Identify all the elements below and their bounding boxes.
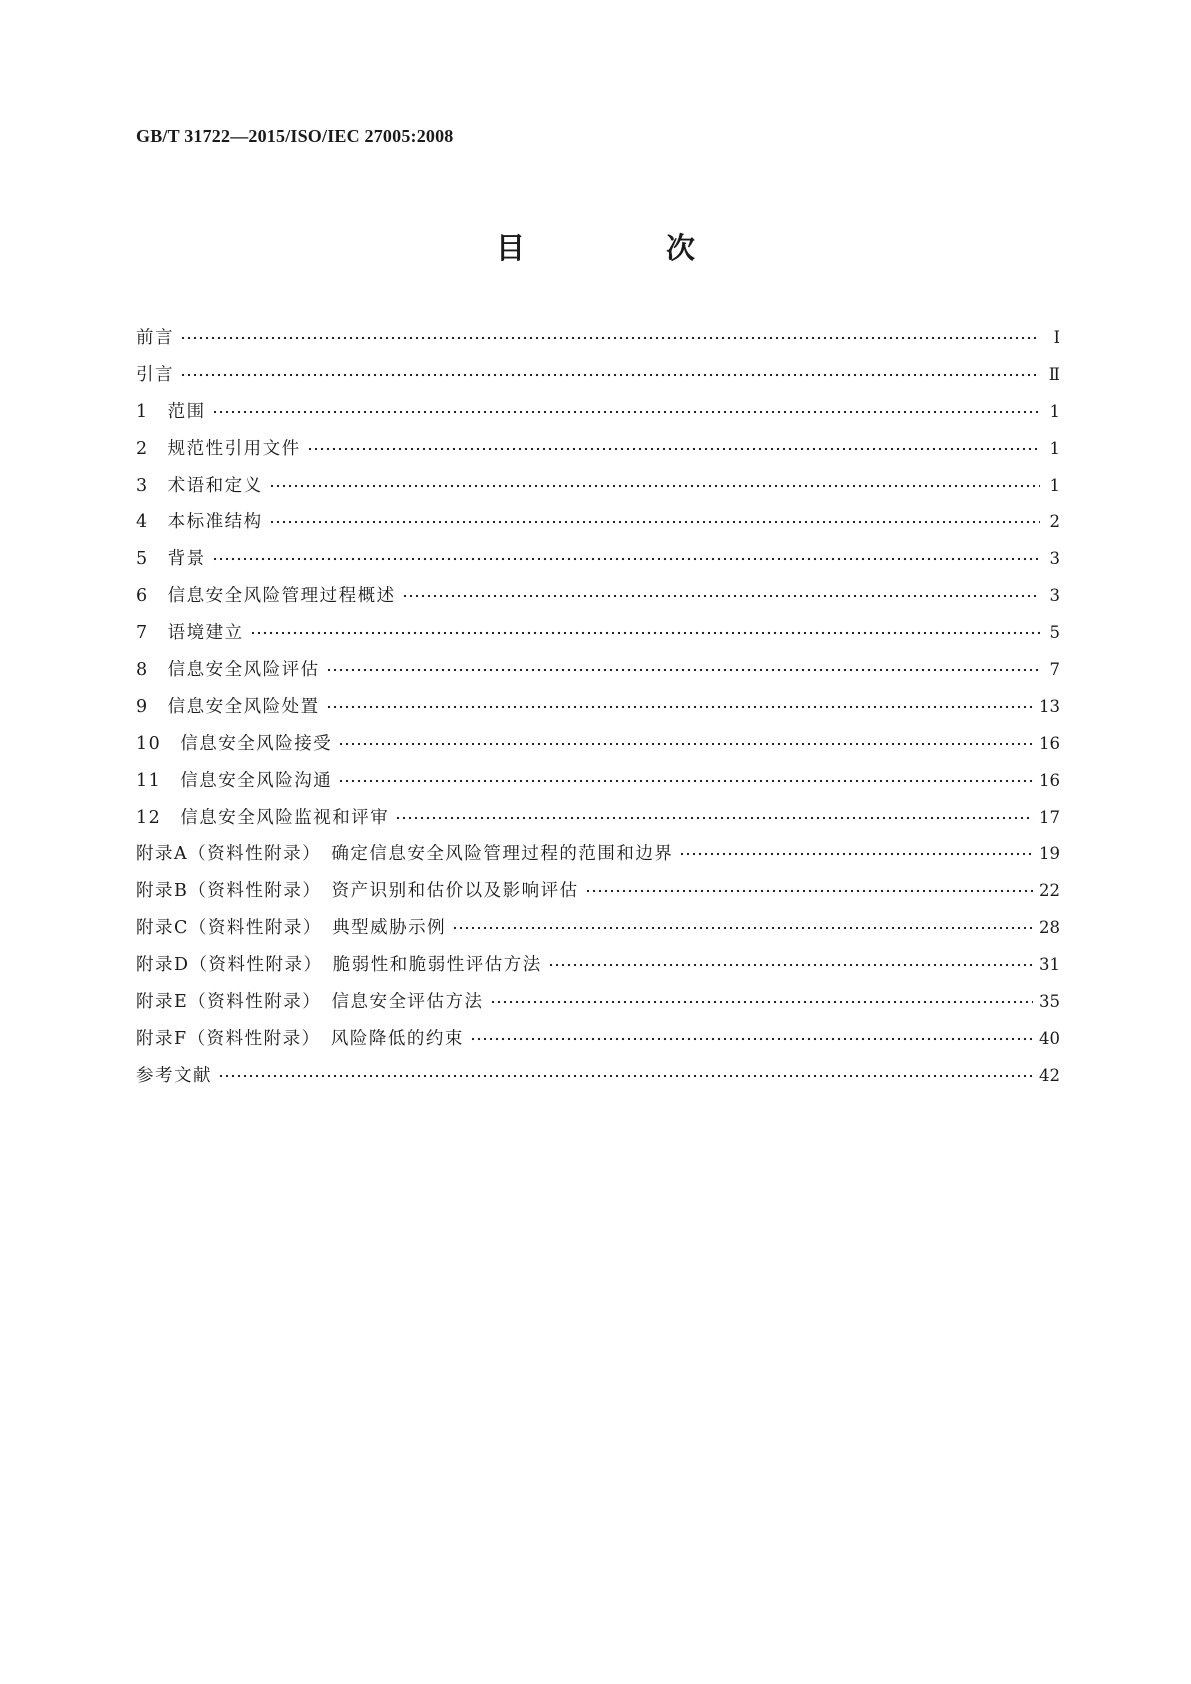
toc-entry-introduction[interactable] (136, 363, 1060, 400)
toc-entry-page: 7 (1049, 660, 1060, 680)
toc-entry-6[interactable] (136, 584, 1060, 621)
toc-dot-leader (212, 410, 1040, 414)
toc-entry-page: 35 (1039, 992, 1060, 1012)
toc-dot-leader (395, 816, 1033, 820)
toc-dot-leader (490, 1000, 1033, 1004)
toc-entry-label: 附录A（资料性附录） 确定信息安全风险管理过程的范围和边界 (136, 844, 674, 865)
toc-entry-annex-c[interactable] (136, 916, 1060, 953)
toc-entry-page: 17 (1039, 807, 1060, 827)
toc-dot-leader (326, 668, 1040, 672)
toc-entry-label: 附录B（资料性附录） 资产识别和估价以及影响评估 (136, 881, 579, 902)
toc-entry-page: 19 (1039, 844, 1060, 864)
toc-entry-12[interactable] (136, 806, 1060, 843)
toc-entry-page: 1 (1049, 438, 1060, 458)
toc-entry-label: 1 范围 (136, 401, 206, 422)
toc-dot-leader (470, 1037, 1033, 1041)
toc-entry-page: 1 (1049, 401, 1060, 421)
toc-entry-annex-a[interactable] (136, 842, 1060, 879)
toc-entry-label: 2 规范性引用文件 (136, 438, 301, 459)
toc-entry-page: 13 (1039, 696, 1060, 716)
toc-entry-label: 附录C（资料性附录） 典型威胁示例 (136, 918, 447, 939)
toc-dot-leader (338, 742, 1033, 746)
toc-entry-label: 引言 (136, 364, 174, 385)
toc-entry-label: 10 信息安全风险接受 (136, 733, 333, 754)
toc-dot-leader (548, 963, 1033, 967)
toc-dot-leader (326, 705, 1033, 709)
toc-entry-11[interactable] (136, 769, 1060, 806)
standard-code-header: GB/T 31722—2015/ISO/IEC 27005:2008 (136, 126, 454, 146)
toc-entry-7[interactable] (136, 621, 1060, 658)
toc-dot-leader (402, 594, 1040, 598)
toc-dot-leader (679, 852, 1033, 856)
toc-entry-annex-b[interactable] (136, 879, 1060, 916)
toc-entry-label: 前言 (136, 328, 174, 348)
toc-list (136, 326, 1060, 1101)
toc-entry-label: 5 背景 (136, 549, 206, 570)
toc-entry-annex-e[interactable] (136, 990, 1060, 1027)
toc-entry-foreword[interactable] (136, 326, 1060, 363)
toc-entry-page: 2 (1049, 512, 1060, 532)
toc-dot-leader (180, 336, 1040, 340)
toc-entry-8[interactable] (136, 658, 1060, 695)
toc-entry-label: 7 语境建立 (136, 623, 244, 644)
toc-entry-1[interactable] (136, 400, 1060, 437)
toc-dot-leader (338, 779, 1033, 783)
toc-entry-3[interactable] (136, 474, 1060, 511)
toc-entry-page: 16 (1039, 770, 1060, 790)
toc-entry-page: 40 (1039, 1028, 1060, 1048)
toc-entry-annex-f[interactable] (136, 1027, 1060, 1064)
toc-entry-page: 16 (1039, 733, 1060, 753)
toc-entry-page: 5 (1049, 623, 1060, 643)
toc-dot-leader (218, 1074, 1033, 1078)
toc-entry-page: 42 (1039, 1065, 1060, 1085)
toc-dot-leader (180, 373, 1040, 377)
toc-entry-page: 3 (1049, 586, 1060, 606)
toc-entry-label: 4 本标准结构 (136, 512, 263, 533)
toc-entry-label: 参考文献 (136, 1065, 212, 1086)
toc-dot-leader (452, 926, 1033, 930)
toc-entry-page: 1 (1049, 475, 1060, 495)
toc-entry-page: Ⅰ (1053, 328, 1060, 347)
toc-entry-9[interactable] (136, 695, 1060, 732)
toc-title: 目 次 (495, 231, 751, 265)
toc-dot-leader (269, 484, 1040, 488)
toc-dot-leader (269, 520, 1040, 524)
toc-dot-leader (307, 447, 1040, 451)
toc-dot-leader (250, 631, 1040, 635)
toc-entry-2[interactable] (136, 437, 1060, 474)
toc-entry-label: 8 信息安全风险评估 (136, 660, 320, 681)
toc-entry-page: 22 (1039, 881, 1060, 901)
toc-entry-annex-d[interactable] (136, 953, 1060, 990)
toc-dot-leader (585, 889, 1033, 893)
toc-entry-label: 3 术语和定义 (136, 475, 263, 496)
toc-entry-label: 附录E（资料性附录） 信息安全评估方法 (136, 992, 484, 1013)
toc-entry-page: 3 (1049, 549, 1060, 569)
toc-entry-5[interactable] (136, 547, 1060, 584)
toc-entry-label: 6 信息安全风险管理过程概述 (136, 586, 396, 607)
toc-entry-page: 28 (1039, 918, 1060, 938)
toc-entry-page: 31 (1039, 955, 1060, 975)
toc-entry-label: 9 信息安全风险处置 (136, 696, 320, 717)
toc-entry-label: 附录D（资料性附录） 脆弱性和脆弱性评估方法 (136, 955, 542, 976)
toc-entry-label: 附录F（资料性附录） 风险降低的约束 (136, 1028, 464, 1049)
toc-entry-page: Ⅱ (1048, 364, 1060, 384)
toc-entry-4[interactable] (136, 510, 1060, 547)
toc-entry-label: 12 信息安全风险监视和评审 (136, 807, 390, 828)
toc-entry-label: 11 信息安全风险沟通 (136, 770, 333, 791)
toc-entry-10[interactable] (136, 732, 1060, 769)
toc-entry-bibliography[interactable] (136, 1064, 1060, 1101)
toc-dot-leader (212, 557, 1040, 561)
